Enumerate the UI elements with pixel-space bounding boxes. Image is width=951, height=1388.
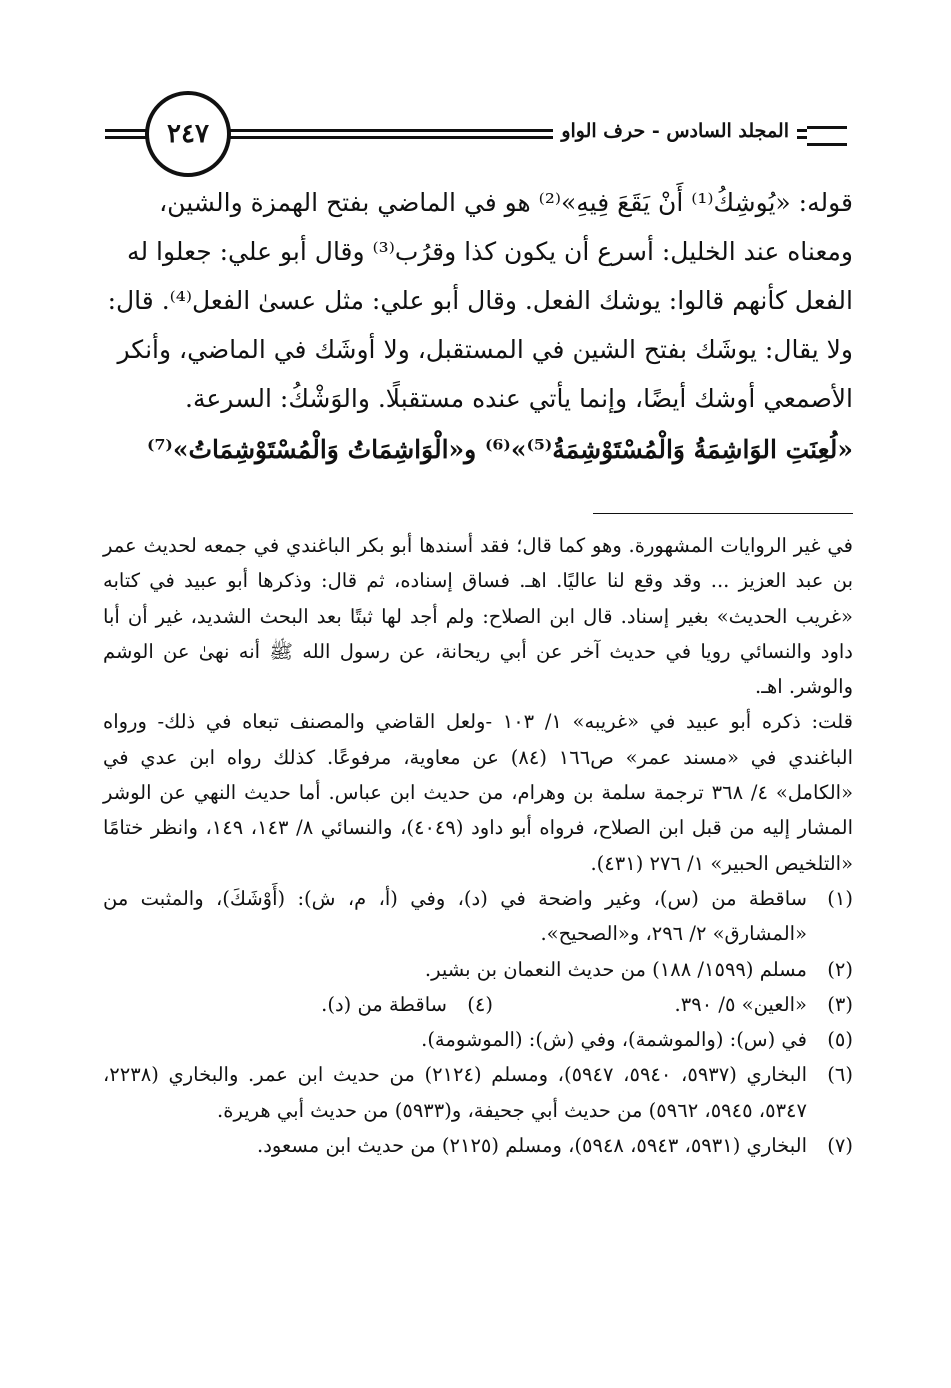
- footnote: [103, 952, 853, 987]
- footnote-number: (٣): [827, 992, 853, 1016]
- header-title: المجلد السادس - حرف الواو: [553, 120, 797, 142]
- footnote-number: (٥): [827, 1028, 853, 1052]
- footnote-number: (٧): [827, 1134, 853, 1158]
- footnote-text: ساقطة من (د).: [321, 992, 447, 1016]
- footnote-number: (١): [827, 886, 853, 910]
- footnote-continuation: في غير الروايات المشهورة. وهو كما قال؛ فقد أسندها أبو بكر الباغندي في جمعه لحديث عمر بن عبد العزيز ... وقد وقع لنا عاليًا. اهـ. فساق إسناده، ثم قال: وذكرها أبو عبيد في كتابه «غريب الحديث» بغير إسناد. قال ابن الصلاح: ولم أجد لها ثبتًا بعد البحث الشديد، غير أن أبا داود والنسائي رويا في حديث آخر عن أبي ريحانة، عن رسول الله ﷺ أنه نهىٰ عن الوشم والوشر. اهـ.: [103, 534, 853, 699]
- footnote: [103, 1022, 853, 1057]
- footnote-continuation: قلت: ذكره أبو عبيد في «غريبه» ١/ ١٠٣ -ولعل القاضي والمصنف تبعاه في ذلك- ورواه الباغندي في «مسند عمر» ص١٦٦ (٨٤) عن معاوية، مرفوعًا. كذلك رواه ابن عدي في «الكامل» ٤/ ٣٦٨ ترجمة سلمة بن وهرام، من حديث ابن عباس. أما حديث النهي عن الوشر المشار إليه من قبل ابن الصلاح، فرواه أبو داود (٤٠٤٩)، والنسائي ٨/ ١٤٣، ١٤٩، وانظر ختامًا «التلخيص الحبير» ١/ ٢٧٦ (٤٣١).: [103, 710, 854, 875]
- footnote-text: البخاري (٥٩٣١، ٥٩٤٣، ٥٩٤٨)، ومسلم (٢١٢٥) من حديث ابن مسعود.: [257, 1134, 807, 1158]
- main-text: [103, 178, 853, 474]
- footnote-number: (٦): [827, 1063, 853, 1087]
- page-number-badge: [145, 91, 231, 177]
- main-line: الأصمعي أوشك أيضًا، وإنما يأتي عنده مستقبلًا. والوَشْكُ: السرعة.: [185, 384, 853, 413]
- footnote-text: ساقطة من (س)، وغير واضحة في (د)، وفي (أ، م، ش): (أَوْشَكَ)، والمثبت من «المشارق» ٢/ ٢٩٦، و«الصحيح».: [103, 886, 807, 946]
- footnote: [103, 881, 853, 952]
- footnote-row: [103, 987, 853, 1022]
- main-line: ولا يقال: يوشَك بفتح الشين في المستقبل، ولا أوشَك في الماضي، وأنكر: [117, 335, 853, 364]
- main-line: قوله: «يُوشِكُ⁽¹⁾ أَنْ يَقَعَ فِيهِ»⁽²⁾ هو في الماضي بفتح الهمزة والشين،: [159, 188, 853, 217]
- header-ornament: [807, 126, 847, 146]
- footnote: [103, 1128, 853, 1163]
- main-line: الفعل كأنهم قالوا: يوشك الفعل. وقال أبو علي: مثل عسىٰ الفعل⁽⁴⁾. قال:: [107, 286, 853, 315]
- footnote-text: البخاري (٥٩٣٧، ٥٩٤٠، ٥٩٤٧)، ومسلم (٢١٢٤) من حديث ابن عمر. والبخاري (٢٢٣٨، ٥٣٤٧، ٥٩٤٥، ٥٩٦٢) من حديث أبي جحيفة، و(٥٩٣٣) من حديث أبي هريرة.: [103, 1063, 808, 1122]
- footnote: [103, 1057, 853, 1128]
- footnote-text: «العين» ٥/ ٣٩٠.: [674, 992, 807, 1016]
- page-number: ٢٤٧: [167, 119, 209, 149]
- hadith-quote: «لُعِنَتِ الوَاشِمَةُ وَالْمُسْتَوْشِمَةُ⁽⁵⁾»⁽⁶⁾ و«الْوَاشِمَاتُ وَالْمُسْتَوْشِمَاتُ»⁽⁷⁾: [147, 435, 853, 464]
- running-header: [105, 96, 847, 176]
- footnote-text: في (س): (والموشمة)، وفي (ش): (الموشومة).: [421, 1028, 807, 1052]
- footnotes: [103, 528, 853, 1163]
- footnote: [493, 987, 853, 1022]
- footnote-number: (٢): [827, 957, 853, 981]
- footnote-number: (٤): [467, 992, 493, 1016]
- footnote-divider: [593, 513, 853, 514]
- main-line: ومعناه عند الخليل: أسرع أن يكون كذا وقرُب⁽³⁾ وقال أبو علي: جعلوا له: [127, 237, 853, 266]
- footnote-text: مسلم (١٥٩٩/ ١٨٨) من حديث النعمان بن بشير.: [424, 957, 807, 981]
- footnote: [133, 987, 493, 1022]
